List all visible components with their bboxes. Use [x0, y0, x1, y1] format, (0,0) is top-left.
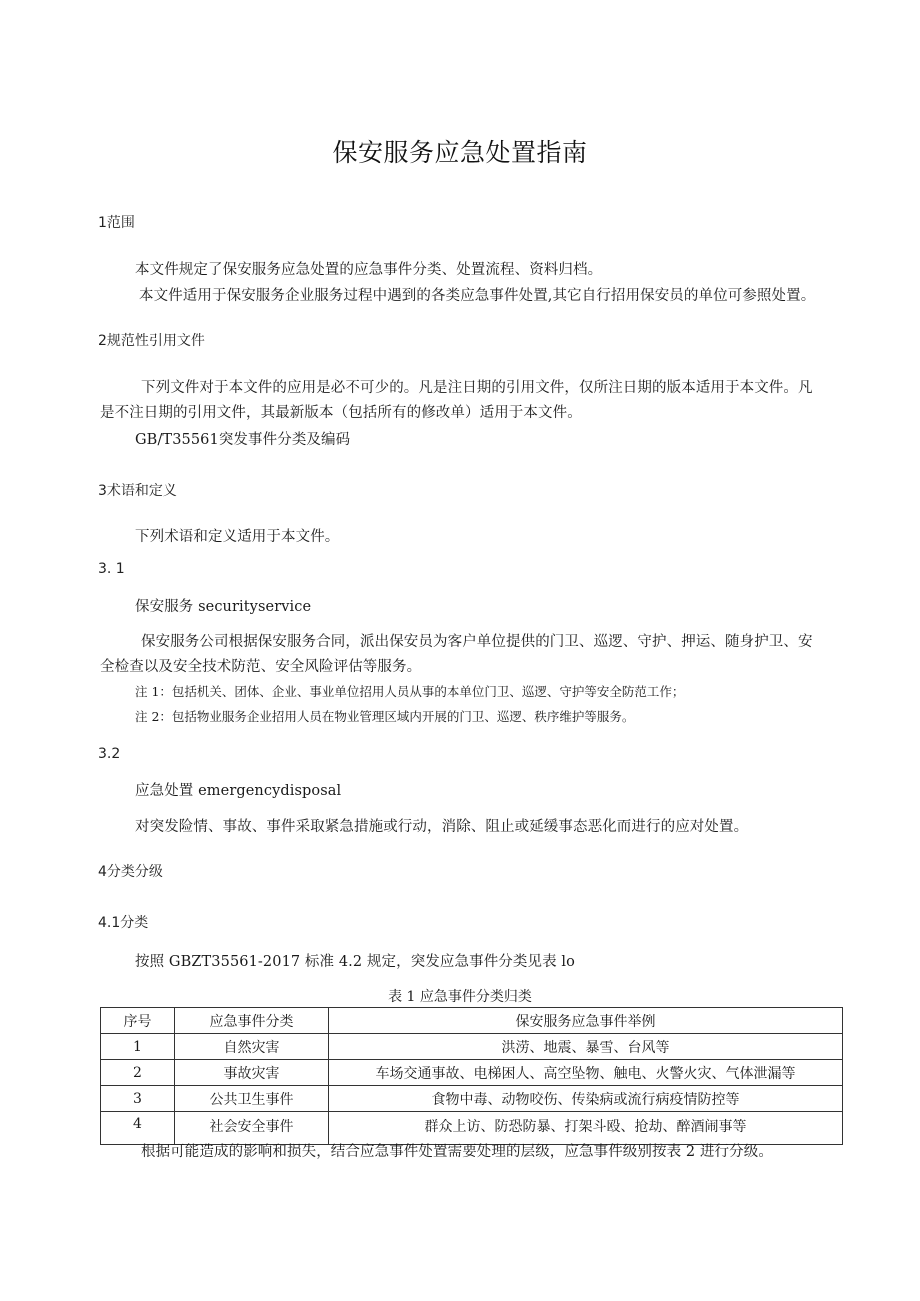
- section-1-heading: 1范围: [98, 215, 135, 231]
- table-cell-number: 3: [101, 1086, 175, 1112]
- document-title: 保安服务应急处置指南: [332, 138, 588, 167]
- section-4-1-heading: 4.1分类: [98, 915, 149, 931]
- table-cell-category: 公共卫生事件: [175, 1086, 329, 1112]
- table-cell-examples: 洪涝、地震、暴雪、台风等: [329, 1034, 843, 1060]
- table-cell-number: 4: [101, 1112, 175, 1145]
- section-2-paragraph-line-1: 下列文件对于本文件的应用是必不可少的。凡是注日期的引用文件，仅所注日期的版本适用于本文件。凡: [141, 380, 813, 396]
- table-cell-examples: 食物中毒、动物咬伤、传染病或流行病疫情防控等: [329, 1086, 843, 1112]
- section-4-heading: 4分类分级: [98, 864, 163, 880]
- table-cell-number: 1: [101, 1034, 175, 1060]
- table-header-row: [101, 1008, 843, 1034]
- term-3-2-definition: 对突发险情、事故、事件采取紧急措施或行动，消除、阻止或延缓事态恶化而进行的应对处置。: [135, 819, 749, 835]
- table-header-category: 应急事件分类: [175, 1008, 329, 1034]
- section-2-paragraph-line-2: 是不注日期的引用文件，其最新版本（包括所有的修改单）适用于本文件。: [100, 405, 582, 421]
- table-1-caption: 表 1 应急事件分类归类: [388, 989, 532, 1005]
- table-cell-examples: 群众上访、防恐防暴、打架斗殴、抢劫、醉酒闹事等: [329, 1112, 843, 1145]
- table-row: [101, 1086, 843, 1112]
- section-3-intro: 下列术语和定义适用于本文件。: [135, 529, 340, 545]
- term-3-1-definition-line-1: 保安服务公司根据保安服务合同，派出保安员为客户单位提供的门卫、巡逻、守护、押运、随身护卫、安: [141, 634, 813, 650]
- section-2-heading: 2规范性引用文件: [98, 333, 205, 349]
- term-3-2-title: 应急处置 emergencydisposal: [135, 783, 342, 799]
- term-3-1-note-1: 注 1：包括机关、团体、企业、事业单位招用人员从事的本单位门卫、巡逻、守护等安全防范工作；: [135, 684, 685, 699]
- section-4-1-paragraph: 按照 GBZT35561-2017 标准 4.2 规定，突发应急事件分类见表 lo: [135, 954, 575, 970]
- section-1-paragraph-2: 本文件适用于保安服务企业服务过程中遇到的各类应急事件处置,其它自行招用保安员的单位可参照处置。: [139, 288, 816, 304]
- term-3-1-note-2: 注 2：包括物业服务企业招用人员在物业管理区域内开展的门卫、巡逻、秩序维护等服务。: [135, 709, 635, 724]
- table-cell-number: 2: [101, 1060, 175, 1086]
- table-row: [101, 1060, 843, 1086]
- classification-table: [100, 1007, 843, 1145]
- table-header-examples: 保安服务应急事件举例: [329, 1008, 843, 1034]
- term-3-1-number: 3. 1: [98, 561, 125, 577]
- table-row: [101, 1034, 843, 1060]
- normative-reference: GB/T35561突发事件分类及编码: [135, 432, 351, 448]
- table-header-number: 序号: [101, 1008, 175, 1034]
- table-cell-category: 自然灾害: [175, 1034, 329, 1060]
- term-3-1-definition-line-2: 全检查以及安全技术防范、安全风险评估等服务。: [100, 659, 422, 675]
- table-cell-category: 社会安全事件: [175, 1112, 329, 1145]
- term-3-1-title: 保安服务 securityservice: [135, 599, 312, 615]
- section-4-paragraph-2: 根据可能造成的影响和损失，结合应急事件处置需要处理的层级，应急事件级别按表 2 进行分级。: [141, 1144, 773, 1160]
- term-3-2-number: 3.2: [98, 746, 121, 762]
- section-1-paragraph-1: 本文件规定了保安服务应急处置的应急事件分类、处置流程、资料归档。: [135, 262, 603, 278]
- table-cell-category: 事故灾害: [175, 1060, 329, 1086]
- section-3-heading: 3术语和定义: [98, 483, 177, 499]
- table-cell-examples: 车场交通事故、电梯困人、高空坠物、触电、火警火灾、气体泄漏等: [329, 1060, 843, 1086]
